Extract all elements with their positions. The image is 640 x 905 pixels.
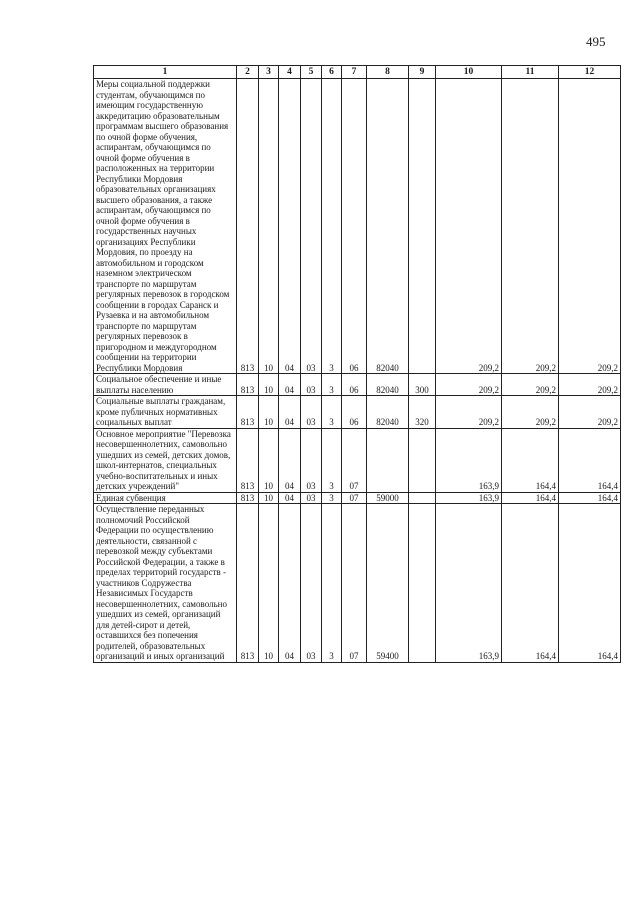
cell-col-12: 164,4 [559,504,621,663]
cell-col-5: 03 [301,428,322,492]
cell-col-7: 07 [342,428,367,492]
header-col-8: 8 [367,66,409,79]
cell-col-3: 10 [259,79,279,374]
row-description: Социальные выплаты гражданам, кроме публичных нормативных социальных выплат [94,396,237,429]
cell-col-9 [409,428,436,492]
cell-col-3: 10 [259,504,279,663]
cell-col-11: 209,2 [502,374,559,396]
cell-col-4: 04 [279,504,301,663]
cell-col-11: 164,4 [502,504,559,663]
cell-col-12: 209,2 [559,396,621,429]
cell-col-3: 10 [259,492,279,504]
cell-col-6: 3 [322,504,342,663]
cell-col-11: 164,4 [502,428,559,492]
cell-col-3: 10 [259,428,279,492]
cell-col-12: 164,4 [559,428,621,492]
cell-col-12: 164,4 [559,492,621,504]
header-col-2: 2 [237,66,259,79]
cell-col-4: 04 [279,79,301,374]
cell-col-2: 813 [237,428,259,492]
header-col-4: 4 [279,66,301,79]
table-row [94,428,621,492]
cell-col-7: 06 [342,374,367,396]
header-col-6: 6 [322,66,342,79]
cell-col-11: 164,4 [502,492,559,504]
cell-col-8 [367,428,409,492]
cell-col-10: 209,2 [436,374,502,396]
cell-col-3: 10 [259,374,279,396]
cell-col-6: 3 [322,428,342,492]
cell-col-5: 03 [301,504,322,663]
cell-col-11: 209,2 [502,79,559,374]
cell-col-4: 04 [279,492,301,504]
cell-col-6: 3 [322,374,342,396]
cell-col-5: 03 [301,396,322,429]
header-col-12: 12 [559,66,621,79]
cell-col-12: 209,2 [559,374,621,396]
cell-col-5: 03 [301,374,322,396]
table-row [94,504,621,663]
table-row [94,374,621,396]
header-row [94,66,621,79]
cell-col-10: 163,9 [436,492,502,504]
cell-col-8: 59000 [367,492,409,504]
header-col-10: 10 [436,66,502,79]
cell-col-9 [409,504,436,663]
row-description: Основное мероприятие "Перевозка несовершеннолетних, самовольно ушедших из семей, детских домов, школ-интернатов, специальных учебно-воспитательных и иных детских учреждений" [94,428,237,492]
budget-table [93,65,621,663]
cell-col-9 [409,79,436,374]
cell-col-2: 813 [237,492,259,504]
cell-col-9: 300 [409,374,436,396]
cell-col-12: 209,2 [559,79,621,374]
header-col-5: 5 [301,66,322,79]
cell-col-6: 3 [322,396,342,429]
cell-col-2: 813 [237,374,259,396]
row-description: Единая субвенция [94,492,237,504]
cell-col-7: 06 [342,79,367,374]
cell-col-3: 10 [259,396,279,429]
table-row [94,396,621,429]
header-col-3: 3 [259,66,279,79]
cell-col-2: 813 [237,396,259,429]
header-col-1: 1 [94,66,237,79]
header-col-9: 9 [409,66,436,79]
cell-col-10: 209,2 [436,396,502,429]
cell-col-8: 59400 [367,504,409,663]
cell-col-10: 163,9 [436,428,502,492]
cell-col-10: 209,2 [436,79,502,374]
row-description: Меры социальной поддержки студентам, обучающимся по имеющим государственную аккредитацию образовательным программам высшего образования по очной форме обучения, аспирантам, обучающимся по очной форме обучения в расположенных на территории Республики Мордовия образовательных организациях высшего образования, а также аспирантам, обучающимся по очной форме обучения в государственных научных организациях Республики Мордовия, по проезду на автомобильном и городском наземном электрическом транспорте по маршрутам регулярных перевозок в городском сообщении в городах Саранск и Рузаевка и на автомобильном транспорте по маршрутам регулярных перевозок в пригородном и междугородном сообщении на территории Республики Мордовия [94,79,237,374]
cell-col-7: 07 [342,492,367,504]
header-col-11: 11 [502,66,559,79]
cell-col-8: 82040 [367,374,409,396]
cell-col-7: 06 [342,396,367,429]
cell-col-8: 82040 [367,79,409,374]
row-description: Социальное обеспечение и иные выплаты населению [94,374,237,396]
cell-col-4: 04 [279,396,301,429]
table-row [94,79,621,374]
cell-col-5: 03 [301,492,322,504]
cell-col-9: 320 [409,396,436,429]
cell-col-4: 04 [279,428,301,492]
cell-col-2: 813 [237,79,259,374]
cell-col-9 [409,492,436,504]
cell-col-6: 3 [322,79,342,374]
cell-col-8: 82040 [367,396,409,429]
cell-col-10: 163,9 [436,504,502,663]
cell-col-6: 3 [322,492,342,504]
cell-col-4: 04 [279,374,301,396]
table-row [94,492,621,504]
cell-col-2: 813 [237,504,259,663]
cell-col-5: 03 [301,79,322,374]
header-col-7: 7 [342,66,367,79]
row-description: Осуществление переданных полномочий Российской Федерации по осуществлению деятельности, связанной с перевозкой между субъектами Российской Федерации, а также в пределах территорий государств - участников Содружества Независимых Государств несовершеннолетних, самовольно ушедших из семей, организаций для детей-сирот и детей, оставшихся без попечения родителей, образовательных организаций и иных организаций [94,504,237,663]
cell-col-7: 07 [342,504,367,663]
cell-col-11: 209,2 [502,396,559,429]
page-number: 495 [586,34,606,49]
